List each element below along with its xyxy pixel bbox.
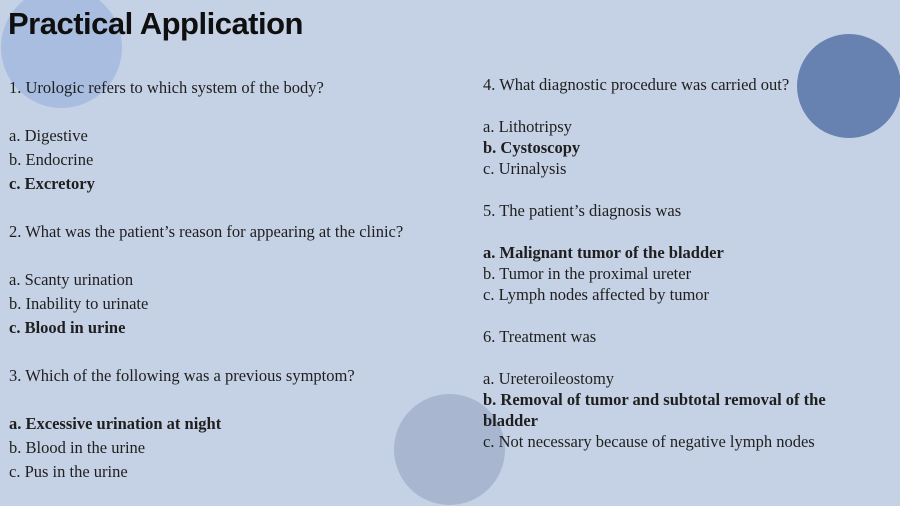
question-text: 3. Which of the following was a previous symptom?: [9, 366, 355, 385]
answer-option: b. Tumor in the proximal ureter: [483, 264, 692, 283]
question-text: 5. The patient’s diagnosis was: [483, 201, 682, 220]
answer-option-correct: c. Blood in urine: [9, 318, 126, 337]
answer-option: b. Inability to urinate: [9, 294, 149, 313]
question-text: 1. Urologic refers to which system of the body?: [9, 78, 324, 97]
answer-option-correct: b. Cystoscopy: [483, 138, 581, 157]
answer-option: c. Urinalysis: [483, 159, 567, 178]
answer-option: a. Scanty urination: [9, 270, 134, 289]
question-text: 2. What was the patient’s reason for appearing at the clinic?: [9, 222, 404, 241]
answer-option: a. Ureteroileostomy: [483, 369, 615, 388]
question-text: 6. Treatment was: [483, 327, 597, 346]
answer-option: c. Lymph nodes affected by tumor: [483, 285, 710, 304]
left-question-column: [9, 76, 459, 484]
answer-option: b. Endocrine: [9, 150, 94, 169]
answer-option: a. Digestive: [9, 126, 88, 145]
answer-option: c. Not necessary because of negative lymph nodes: [483, 432, 815, 451]
question-text: 4. What diagnostic procedure was carried out?: [483, 75, 790, 94]
answer-option: a. Lithotripsy: [483, 117, 572, 136]
answer-option-correct: a. Malignant tumor of the bladder: [483, 243, 724, 262]
answer-option-correct: a. Excessive urination at night: [9, 414, 222, 433]
right-question-column: [483, 74, 863, 452]
answer-option-correct: b. Removal of tumor and subtotal removal of the bladder: [483, 390, 826, 430]
answer-option: c. Pus in the urine: [9, 462, 128, 481]
answer-option: b. Blood in the urine: [9, 438, 146, 457]
answer-option-correct: c. Excretory: [9, 174, 95, 193]
page-title: Practical Application: [8, 6, 303, 41]
